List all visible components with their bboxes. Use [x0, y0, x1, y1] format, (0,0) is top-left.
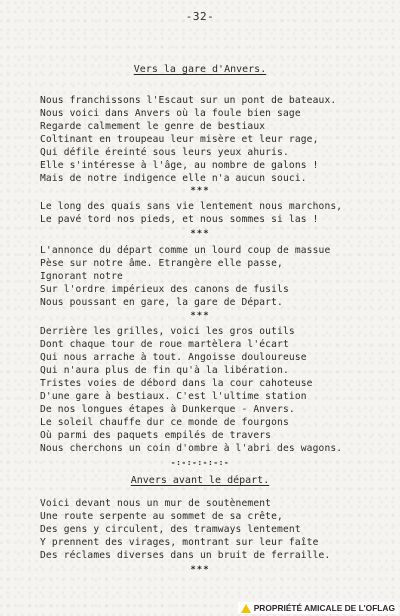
poem-line: Mais de notre indigence elle n'a aucun souci.: [40, 173, 307, 184]
poem-line: Le long des quais sans vie lentement nous marchons,: [40, 201, 343, 212]
stamp-text: PROPRIÉTÉ AMICALE DE L'OFLAG: [253, 603, 395, 613]
poem-line: Pèse sur notre âme. Etrangère elle passe,: [40, 258, 283, 269]
poem-line: L'annonce du départ comme un lourd coup de massue: [40, 245, 331, 256]
poem-line: Nous poussant en gare, la gare de Départ.: [40, 297, 283, 308]
stanza-separator: ***: [190, 565, 210, 575]
poem-line: Une route serpente au sommet de sa crête,: [40, 511, 283, 522]
section-title: Vers la gare d'Anvers.: [133, 64, 267, 75]
poem-line: Nous cherchons un coin d'ombre à l'abri des wagons.: [40, 443, 343, 454]
poem-line: Dont chaque tour de roue martèlera l'écart: [40, 339, 289, 350]
ownership-stamp: [238, 602, 398, 614]
poem-line: Y prennent des virages, montrant sur leur faîte: [40, 537, 319, 548]
poem-line: Des réclames diverses dans un bruit de ferraille.: [40, 550, 331, 561]
section-separator: -:-:-:-:-:-: [170, 458, 230, 467]
poem-line: Coltinant en troupeau leur misère et leur rage,: [40, 134, 319, 145]
poem-line: Le pavé tord nos pieds, et nous sommes si las !: [40, 214, 319, 225]
poem-line: Ignorant notre: [40, 271, 123, 282]
poem-line: Derrière les grilles, voici les gros outils: [40, 326, 295, 337]
stanza-separator: ***: [190, 311, 210, 321]
poem-line: Le soleil chauffe dur ce monde de fourgons: [40, 417, 289, 428]
poem-line: Qui nous arrache à tout. Angoisse douloureuse: [40, 352, 307, 363]
poem-line: Voici devant nous un mur de soutènement: [40, 498, 272, 509]
poem-line: Où parmi des paquets empilés de travers: [40, 430, 272, 441]
poem-line: Tristes voies de débord dans la cour cahoteuse: [40, 378, 313, 389]
poem-line: De nos longues étapes à Dunkerque - Anvers.: [40, 404, 295, 415]
poem-line: D'une gare à bestiaux. C'est l'ultime station: [40, 391, 307, 402]
poem-line: Qui n'aura plus de fin qu'à la libération.: [40, 365, 289, 376]
poem-line: Qui défile éreinté sous leurs yeux ahuris.: [40, 147, 289, 158]
page-number: -32-: [185, 10, 215, 23]
poem-line: Des gens y circulent, des tramways lentement: [40, 524, 301, 535]
stanza-separator: ***: [190, 186, 210, 196]
poem-line: Regarde calmement le genre de bestiaux: [40, 121, 266, 132]
stanza-separator: ***: [190, 229, 210, 239]
section-title: Anvers avant le départ.: [130, 475, 270, 486]
warning-triangle-icon: [241, 604, 251, 613]
poem-line: Elle s'intéresse à l'âge, au nombre de galons !: [40, 160, 319, 171]
poem-line: Nous voici dans Anvers où la foule bien sage: [40, 108, 301, 119]
poem-line: Nous franchissons l'Escaut sur un pont de bateaux.: [40, 95, 337, 106]
poem-line: Sur l'ordre impérieux des canons de fusils: [40, 284, 289, 295]
